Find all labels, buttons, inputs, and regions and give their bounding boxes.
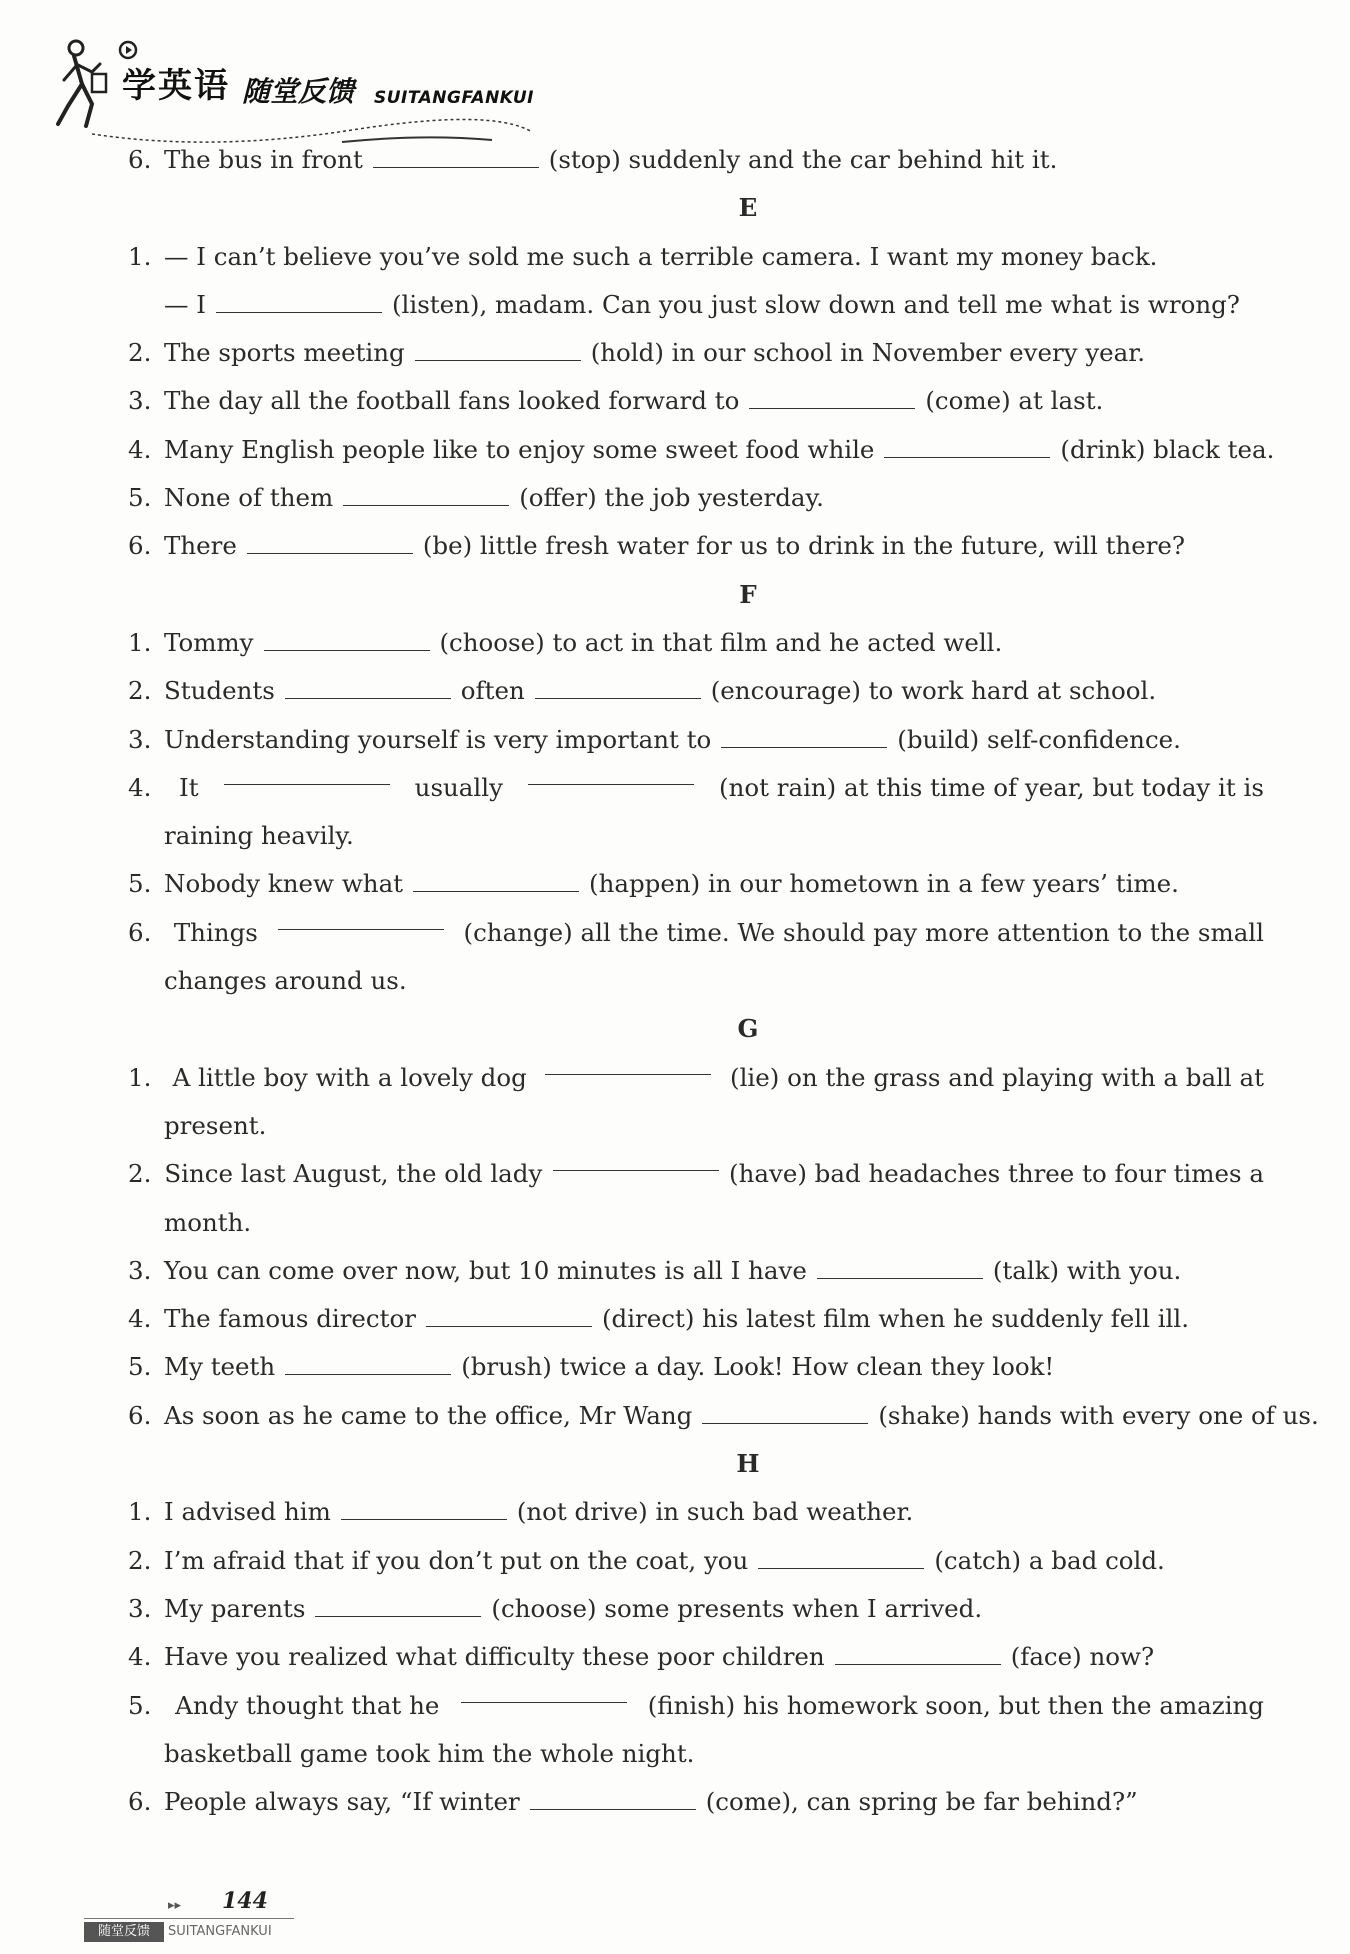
- question-text: The day all the football fans looked forward to: [164, 386, 740, 416]
- question-text: (come) at last.: [925, 386, 1104, 416]
- question-text: (build) self-confidence.: [897, 724, 1181, 754]
- answer-blank[interactable]: [702, 1403, 868, 1424]
- answer-blank[interactable]: [216, 292, 382, 313]
- play-icon: [118, 40, 138, 60]
- question-line: [128, 1633, 1268, 1681]
- question-text: My parents: [164, 1593, 306, 1623]
- question-number: 2.: [128, 338, 152, 368]
- question-number: 5.: [128, 1352, 152, 1382]
- question-continuation: [128, 1102, 1268, 1150]
- section-heading: E: [738, 193, 758, 223]
- page-number: 144: [222, 1888, 268, 1914]
- question-line: [128, 1585, 1268, 1633]
- question-line: [128, 1343, 1268, 1391]
- brand-subtitle-en: SUITANGFANKUI: [374, 88, 534, 108]
- question-text: (change) all the time. We should pay more attention to the small: [463, 917, 1264, 947]
- question-line: [128, 233, 1268, 281]
- question-text: The bus in front: [164, 145, 363, 174]
- question-text: The famous director: [164, 1304, 416, 1334]
- question-text: Nobody knew what: [164, 869, 404, 899]
- question-text: As soon as he came to the office, Mr Wang: [164, 1400, 693, 1430]
- question-number: 2.: [128, 1545, 152, 1575]
- question-text: Many English people like to enjoy some sweet food while: [164, 434, 875, 464]
- answer-blank[interactable]: [413, 871, 579, 892]
- question-continuation: [128, 1730, 1268, 1778]
- answer-blank[interactable]: [426, 1306, 592, 1327]
- question-line: [128, 1682, 1268, 1730]
- question-text: present.: [164, 1110, 267, 1140]
- question-text: Since last August, the old lady: [164, 1159, 543, 1189]
- question-text: (encourage) to work hard at school.: [710, 676, 1157, 706]
- question-line: [128, 1295, 1268, 1343]
- question-text: (talk) with you.: [992, 1255, 1182, 1285]
- question-text: (finish) his homework soon, but then the amazing: [647, 1690, 1264, 1720]
- question-text: month.: [164, 1207, 252, 1237]
- question-text: (have) bad headaches three to four times a: [729, 1159, 1264, 1189]
- question-text: Things: [173, 917, 258, 947]
- answer-blank[interactable]: [343, 485, 509, 506]
- question-text: People always say, “If winter: [164, 1787, 520, 1817]
- question-line: [128, 1488, 1268, 1536]
- question-text: — I: [164, 289, 206, 319]
- question-continuation: [128, 957, 1268, 1005]
- question-text: (lie) on the grass and playing with a ball at: [730, 1062, 1264, 1092]
- section-heading: H: [736, 1449, 760, 1479]
- question-text: (not drive) in such bad weather.: [516, 1497, 914, 1527]
- question-text: often: [460, 676, 525, 706]
- question-text: (be) little fresh water for us to drink in the future, will there?: [422, 531, 1186, 561]
- question-number: 3.: [128, 1593, 152, 1623]
- question-text: (listen), madam. Can you just slow down and tell me what is wrong?: [391, 289, 1240, 319]
- question-number: 3.: [128, 1255, 152, 1285]
- answer-blank[interactable]: [461, 1682, 627, 1703]
- question-number: 2.: [128, 676, 152, 706]
- question-line: [128, 860, 1268, 908]
- question-line: [128, 619, 1268, 667]
- answer-blank[interactable]: [278, 909, 444, 930]
- question-text: (drink) black tea.: [1060, 434, 1275, 464]
- question-number: 4.: [128, 1642, 152, 1672]
- question-text: My teeth: [164, 1352, 276, 1382]
- question-number: 5.: [128, 869, 152, 899]
- question-line: [128, 1054, 1268, 1102]
- brand-title: 学英语: [122, 66, 230, 106]
- answer-blank[interactable]: [224, 764, 390, 785]
- question-continuation: [128, 812, 1268, 860]
- question-text: changes around us.: [164, 966, 407, 996]
- question-text: usually: [414, 772, 503, 802]
- answer-blank[interactable]: [884, 437, 1050, 458]
- question-line: [128, 1778, 1268, 1826]
- question-text: Students: [164, 676, 275, 706]
- question-text: raining heavily.: [164, 821, 354, 851]
- question-line: [128, 1537, 1268, 1585]
- arrow-icon: ▸▸: [168, 1898, 182, 1913]
- answer-blank[interactable]: [341, 1499, 507, 1520]
- section-heading: G: [737, 1014, 759, 1044]
- question-text: (stop) suddenly and the car behind hit it.: [548, 145, 1058, 174]
- question-text: (shake) hands with every one of us.: [878, 1400, 1319, 1430]
- question-text: A little boy with a lovely dog: [172, 1062, 527, 1092]
- question-number: 6.: [128, 1400, 152, 1430]
- answer-blank[interactable]: [528, 764, 694, 785]
- answer-blank[interactable]: [373, 147, 539, 168]
- answer-blank[interactable]: [285, 1354, 451, 1375]
- question-text: Understanding yourself is very important to: [164, 724, 712, 754]
- answer-blank[interactable]: [817, 1258, 983, 1279]
- question-text: (face) now?: [1010, 1642, 1155, 1672]
- answer-blank[interactable]: [285, 678, 451, 699]
- section-heading: F: [739, 579, 757, 609]
- question-number: 2.: [128, 1159, 152, 1189]
- question-number: 1.: [128, 1497, 152, 1527]
- question-number: 3.: [128, 386, 152, 416]
- question-text: (choose) to act in that film and he acted well.: [439, 627, 1003, 657]
- question-line: [128, 522, 1268, 570]
- question-number: 4.: [128, 1304, 152, 1334]
- answer-blank[interactable]: [530, 1789, 696, 1810]
- answer-blank[interactable]: [545, 1054, 711, 1075]
- question-line: [128, 667, 1268, 715]
- question-line: [128, 329, 1268, 377]
- answer-blank[interactable]: [758, 1548, 924, 1569]
- brand-subtitle: 随堂反馈: [242, 75, 355, 108]
- footer-badge: 随堂反馈: [84, 1922, 164, 1942]
- footer-divider: [84, 1918, 294, 1919]
- question-text: Andy thought that he: [175, 1690, 440, 1720]
- question-text: (happen) in our hometown in a few years’ time.: [589, 869, 1179, 899]
- answer-blank[interactable]: [415, 340, 581, 361]
- question-text: I’m afraid that if you don’t put on the coat, you: [164, 1545, 749, 1575]
- header-logo: [52, 28, 552, 138]
- question-text: The sports meeting: [164, 338, 405, 368]
- answer-blank[interactable]: [553, 1150, 719, 1171]
- question-text: None of them: [164, 483, 334, 513]
- question-text: (choose) some presents when I arrived.: [491, 1593, 983, 1623]
- answer-blank[interactable]: [749, 388, 915, 409]
- answer-blank[interactable]: [315, 1596, 481, 1617]
- footer-badge-en: SUITANGFANKUI: [168, 1924, 272, 1939]
- question-line: [128, 136, 1268, 184]
- question-line: [128, 474, 1268, 522]
- answer-blank[interactable]: [721, 727, 887, 748]
- question-text: (brush) twice a day. Look! How clean they look!: [461, 1352, 1055, 1382]
- question-number: 1.: [128, 627, 152, 657]
- question-text: (direct) his latest film when he suddenly fell ill.: [601, 1304, 1189, 1334]
- answer-blank[interactable]: [535, 678, 701, 699]
- question-text: (come), can spring be far behind?”: [705, 1787, 1138, 1817]
- question-text: Have you realized what difficulty these poor children: [164, 1642, 825, 1672]
- question-text: I advised him: [164, 1497, 331, 1527]
- question-line: [128, 281, 1268, 329]
- question-text: (offer) the job yesterday.: [519, 483, 824, 513]
- question-number: 6.: [128, 531, 152, 561]
- question-line: [128, 716, 1268, 764]
- question-number: 5.: [128, 483, 152, 513]
- question-text: It: [179, 772, 199, 802]
- question-text: There: [164, 531, 237, 561]
- question-number: 5.: [128, 1690, 152, 1720]
- answer-blank[interactable]: [247, 533, 413, 554]
- question-text: Tommy: [164, 627, 254, 657]
- question-continuation: [128, 1199, 1268, 1247]
- question-line: [128, 1392, 1319, 1440]
- question-line: [128, 1247, 1268, 1295]
- answer-blank[interactable]: [264, 630, 430, 651]
- question-number: 4.: [128, 772, 152, 802]
- exercise-content: [128, 136, 1319, 1826]
- question-line: [128, 909, 1268, 957]
- question-number: 6.: [128, 145, 152, 174]
- question-text: basketball game took him the whole night.: [164, 1738, 695, 1768]
- question-number: 4.: [128, 434, 152, 464]
- question-line: [128, 377, 1268, 425]
- question-line: [128, 1150, 1268, 1198]
- question-number: 6.: [128, 917, 152, 947]
- page-footer: [84, 1880, 314, 1940]
- question-line: [128, 426, 1275, 474]
- question-number: 3.: [128, 724, 152, 754]
- question-number: 1.: [128, 241, 152, 271]
- question-text: (hold) in our school in November every year.: [590, 338, 1146, 368]
- answer-blank[interactable]: [835, 1644, 1001, 1665]
- question-text: You can come over now, but 10 minutes is all I have: [164, 1255, 807, 1285]
- question-text: (catch) a bad cold.: [934, 1545, 1165, 1575]
- question-text: (not rain) at this time of year, but today it is: [719, 772, 1264, 802]
- question-number: 1.: [128, 1062, 152, 1092]
- question-number: 6.: [128, 1787, 152, 1817]
- question-line: [128, 764, 1268, 812]
- question-text: — I can’t believe you’ve sold me such a terrible camera. I want my money back.: [164, 241, 1158, 271]
